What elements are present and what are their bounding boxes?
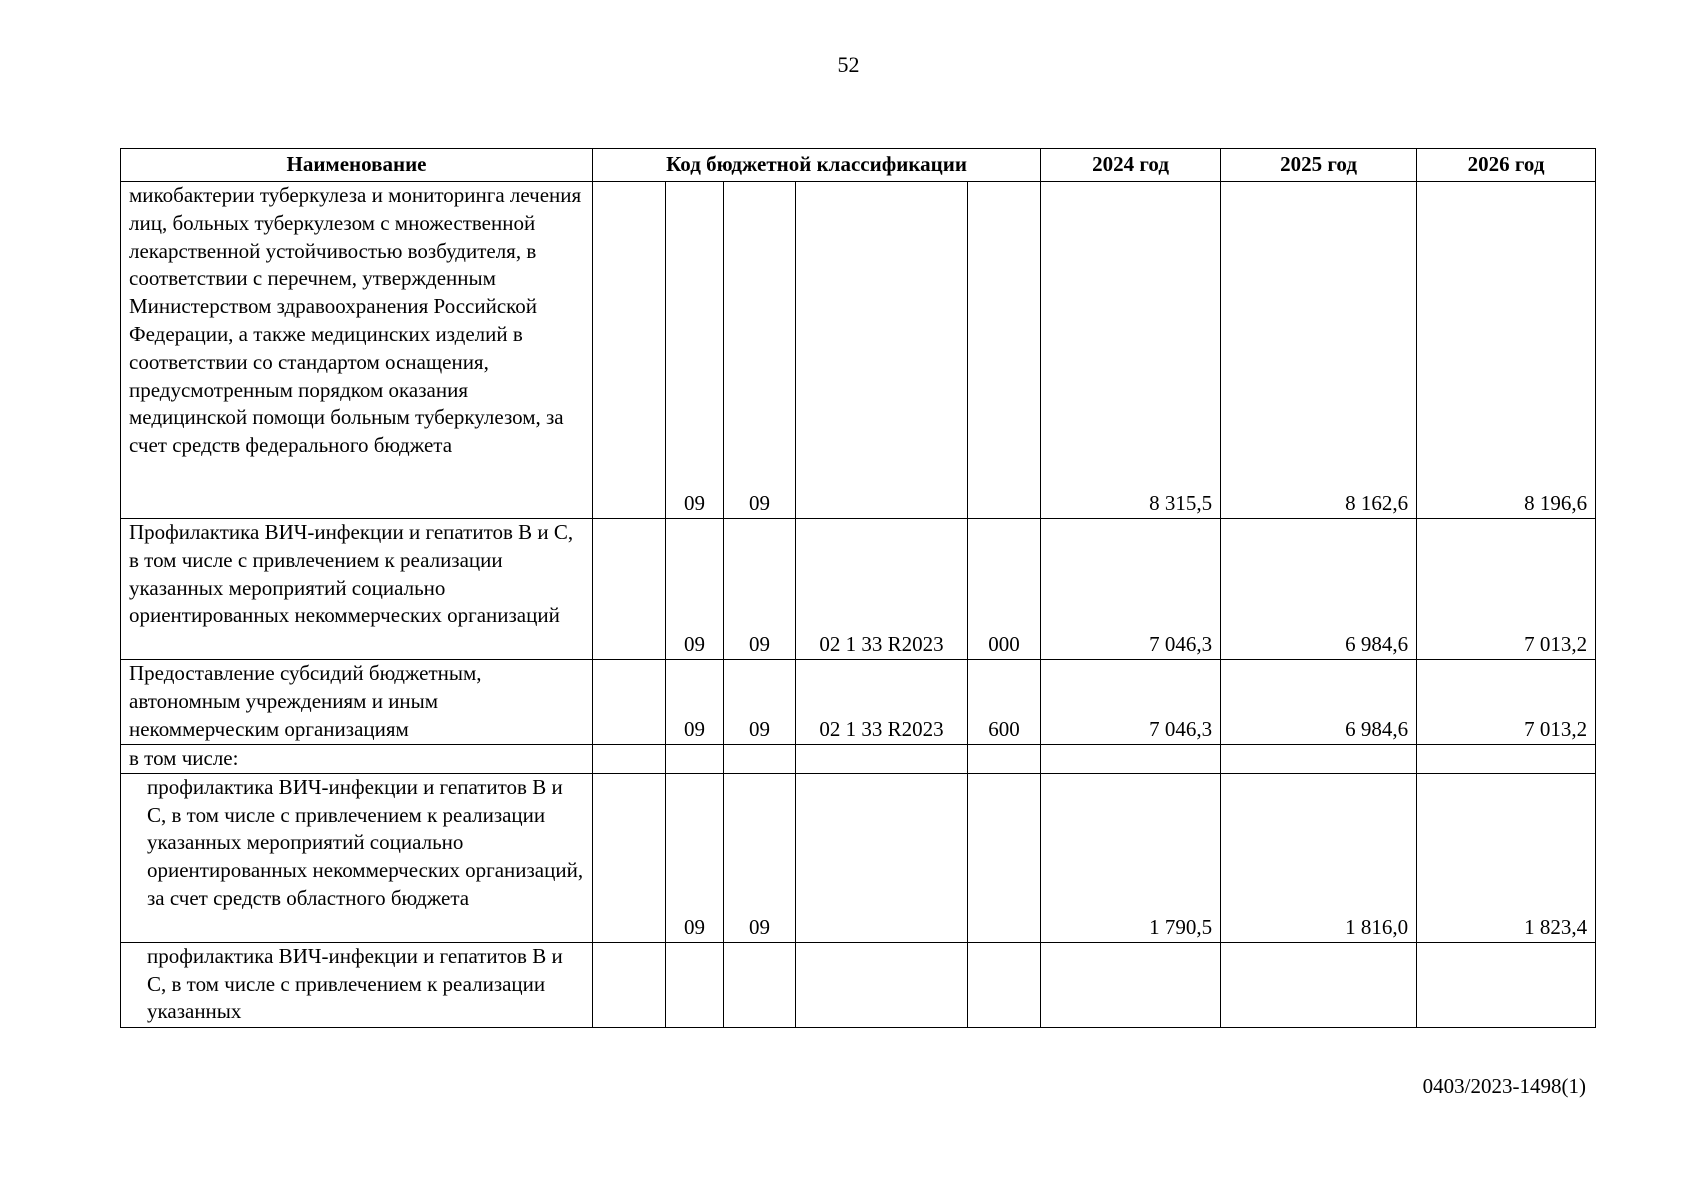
budget-table	[120, 148, 1596, 1028]
row-value-2025: 6 984,6	[1221, 660, 1417, 745]
row-code-type: 600	[968, 660, 1041, 745]
row-code-subsection: 09	[724, 182, 796, 519]
row-value-2026: 7 013,2	[1417, 519, 1596, 660]
row-code-target	[796, 182, 968, 519]
row-code-type	[968, 182, 1041, 519]
row-code-empty	[593, 182, 666, 519]
row-code-type	[968, 773, 1041, 942]
row-code-subsection: 09	[724, 519, 796, 660]
row-code-type	[968, 942, 1041, 1027]
row-value-2024: 7 046,3	[1041, 660, 1221, 745]
row-code-empty	[593, 660, 666, 745]
row-code-target: 02 1 33 R2023	[796, 660, 968, 745]
row-value-2026: 8 196,6	[1417, 182, 1596, 519]
row-value-2026	[1417, 745, 1596, 774]
header-year-2025: 2025 год	[1221, 149, 1417, 182]
header-name: Наименование	[121, 149, 593, 182]
row-code-target	[796, 745, 968, 774]
table-row	[121, 942, 1596, 1027]
row-value-2024: 7 046,3	[1041, 519, 1221, 660]
row-name: профилактика ВИЧ-инфекции и гепатитов В и С, в том числе с привлечением к реализации указанных мероприятий социально ориентированных некоммерческих организаций, за счет средств областного бюджета	[121, 773, 593, 942]
row-name: профилактика ВИЧ-инфекции и гепатитов В и С, в том числе с привлечением к реализации указанных	[121, 942, 593, 1027]
row-code-section: 09	[666, 182, 724, 519]
document-code: 0403/2023-1498(1)	[1422, 1074, 1586, 1098]
row-code-subsection	[724, 942, 796, 1027]
row-code-section: 09	[666, 660, 724, 745]
row-code-section: 09	[666, 519, 724, 660]
row-value-2025: 6 984,6	[1221, 519, 1417, 660]
row-value-2024	[1041, 745, 1221, 774]
row-value-2026	[1417, 942, 1596, 1027]
row-code-subsection: 09	[724, 773, 796, 942]
row-name: микобактерии туберкулеза и мониторинга лечения лиц, больных туберкулезом с множественной лекарственной устойчивостью возбудителя, в соответствии с перечнем, утвержденным Министерством здравоохранения Российской Федерации, а также медицинских изделий в соответствии со стандартом оснащения, предусмотренным порядком оказания медицинской помощи больным туберкулезом, за счет средств федерального бюджета	[121, 182, 593, 519]
row-value-2024	[1041, 942, 1221, 1027]
row-code-empty	[593, 773, 666, 942]
row-code-target	[796, 773, 968, 942]
row-code-empty	[593, 745, 666, 774]
table-header-row	[121, 149, 1596, 182]
row-name: Предоставление субсидий бюджетным, автономным учреждениям и иным некоммерческим организациям	[121, 660, 593, 745]
row-value-2025	[1221, 942, 1417, 1027]
row-code-section: 09	[666, 773, 724, 942]
row-code-section	[666, 745, 724, 774]
row-code-target: 02 1 33 R2023	[796, 519, 968, 660]
row-code-empty	[593, 519, 666, 660]
row-value-2026: 7 013,2	[1417, 660, 1596, 745]
table-row	[121, 745, 1596, 774]
table-row	[121, 773, 1596, 942]
row-value-2025: 8 162,6	[1221, 182, 1417, 519]
table-row	[121, 182, 1596, 519]
row-value-2025	[1221, 745, 1417, 774]
row-code-type: 000	[968, 519, 1041, 660]
row-code-target	[796, 942, 968, 1027]
header-code: Код бюджетной классификации	[593, 149, 1041, 182]
row-value-2024: 1 790,5	[1041, 773, 1221, 942]
table-row	[121, 519, 1596, 660]
row-code-subsection: 09	[724, 660, 796, 745]
row-code-type	[968, 745, 1041, 774]
table-row	[121, 660, 1596, 745]
row-value-2024: 8 315,5	[1041, 182, 1221, 519]
row-code-subsection	[724, 745, 796, 774]
header-year-2026: 2026 год	[1417, 149, 1596, 182]
header-year-2024: 2024 год	[1041, 149, 1221, 182]
row-code-section	[666, 942, 724, 1027]
row-value-2026: 1 823,4	[1417, 773, 1596, 942]
row-name: Профилактика ВИЧ-инфекции и гепатитов В и С, в том числе с привлечением к реализации указанных мероприятий социально ориентированных некоммерческих организаций	[121, 519, 593, 660]
page-number: 52	[837, 52, 860, 77]
row-name: в том числе:	[121, 745, 593, 774]
row-value-2025: 1 816,0	[1221, 773, 1417, 942]
row-code-empty	[593, 942, 666, 1027]
